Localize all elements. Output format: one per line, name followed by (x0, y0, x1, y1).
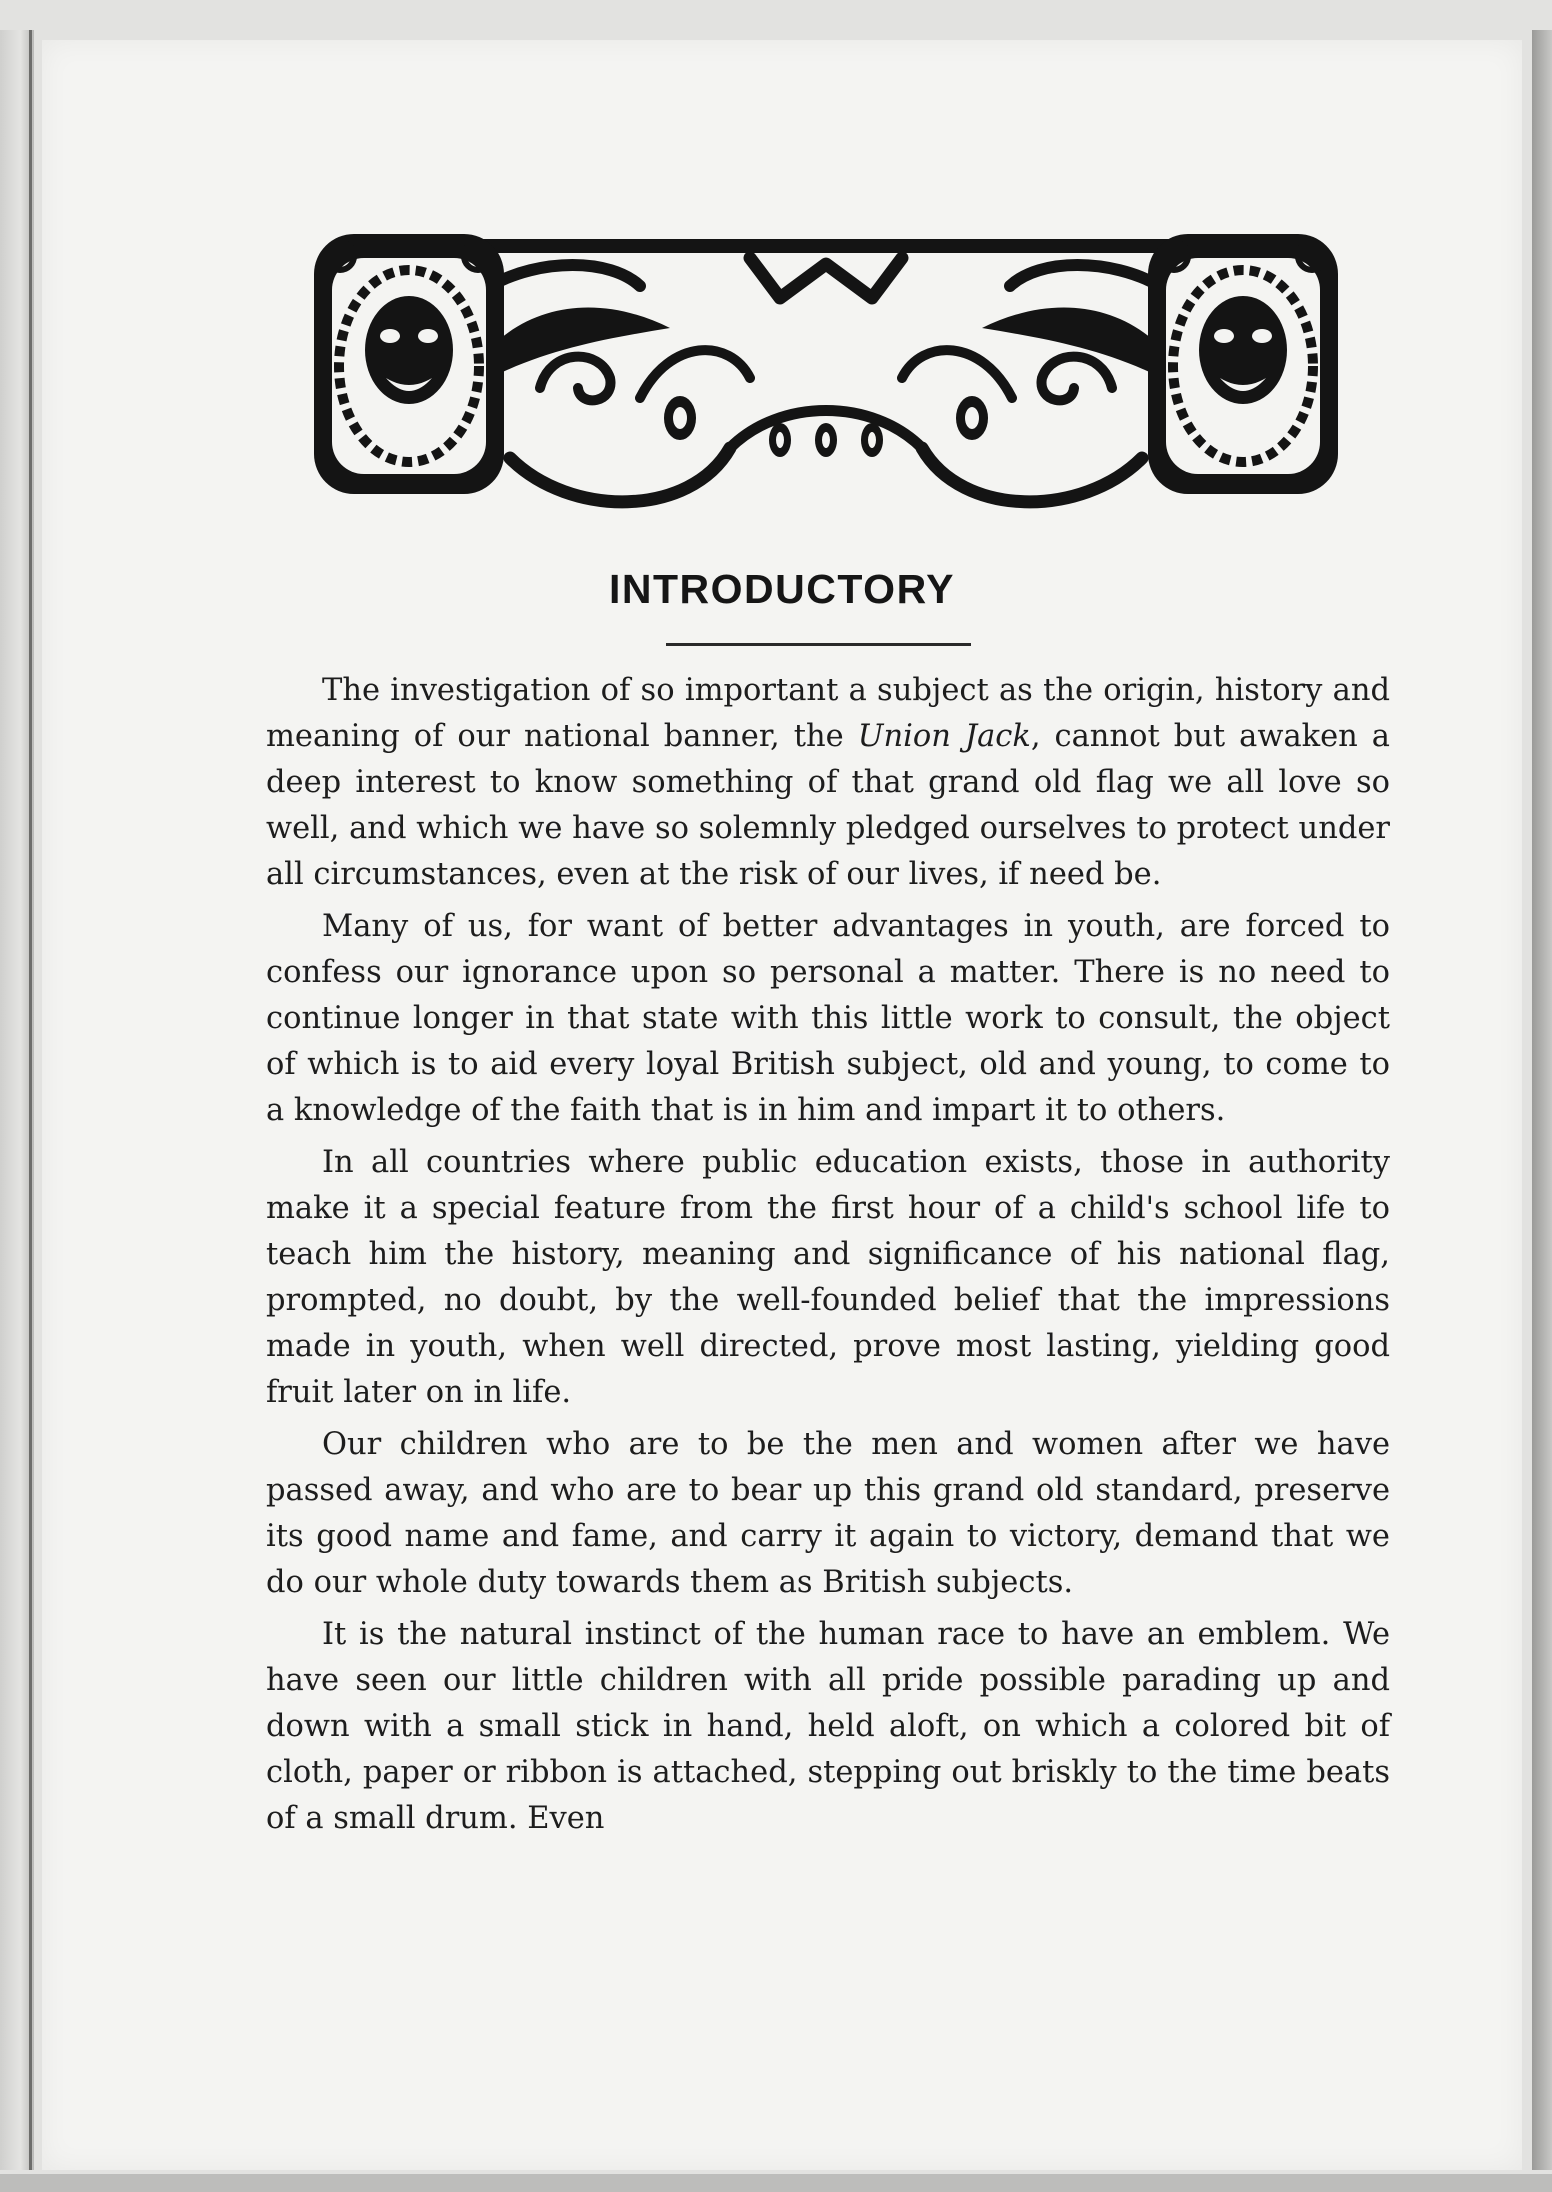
lion-heads-scroll-ornament-icon (310, 228, 1342, 520)
paragraph-text: The investigation of so important a subject as the origin, history and meaning of our national banner, the (266, 673, 1390, 754)
paragraph (266, 1612, 1390, 1842)
book-spine-edge (0, 30, 34, 2170)
paragraph-text: Many of us, for want of better advantages in youth, are forced to confess our ignorance upon so personal a matter. There is no need to continue longer in that state with this little work to consult, the object of which is to aid every loyal British subject, old and young, to come to a knowledge of the faith that is in him and impart it to others. (266, 909, 1390, 1128)
paragraph (266, 1140, 1390, 1416)
page-bottom-edge (0, 2174, 1552, 2192)
book-page (42, 40, 1522, 2170)
paragraph-text-continued: , cannot but awaken a deep interest to know something of that grand old flag we all love so well, and which we have so solemnly pledged ourselves to protect under all circumstances, even at the risk of our lives, if need be. (266, 719, 1390, 892)
paragraph-text: In all countries where public education exists, those in authority make it a special feature from the first hour of a child's school life to teach him the history, meaning and significance of his national flag, prompted, no doubt, by the well-founded belief that the impressions made in youth, when well directed, prove most lasting, yielding good fruit later on in life. (266, 1145, 1390, 1410)
paragraph (266, 668, 1390, 898)
paragraph-text: Our children who are to be the men and women after we have passed away, and who are to bear up this grand old standard, preserve its good name and fame, and carry it again to victory, demand that we do our whole duty towards them as British subjects. (266, 1427, 1390, 1600)
paragraph-text: It is the natural instinct of the human race to have an emblem. We have seen our little children with all pride possible parading up and down with a small stick in hand, held aloft, on which a colored bit of cloth, paper or ribbon is attached, stepping out briskly to the time beats of a small drum. Even (266, 1617, 1390, 1836)
body-text (266, 668, 1390, 1842)
emphasized-text: Union Jack (857, 719, 1031, 754)
chapter-title: INTRODUCTORY (609, 566, 955, 612)
page-right-edge (1532, 30, 1552, 2170)
paragraph (266, 904, 1390, 1134)
title-underline (666, 643, 971, 646)
paragraph (266, 1422, 1390, 1606)
